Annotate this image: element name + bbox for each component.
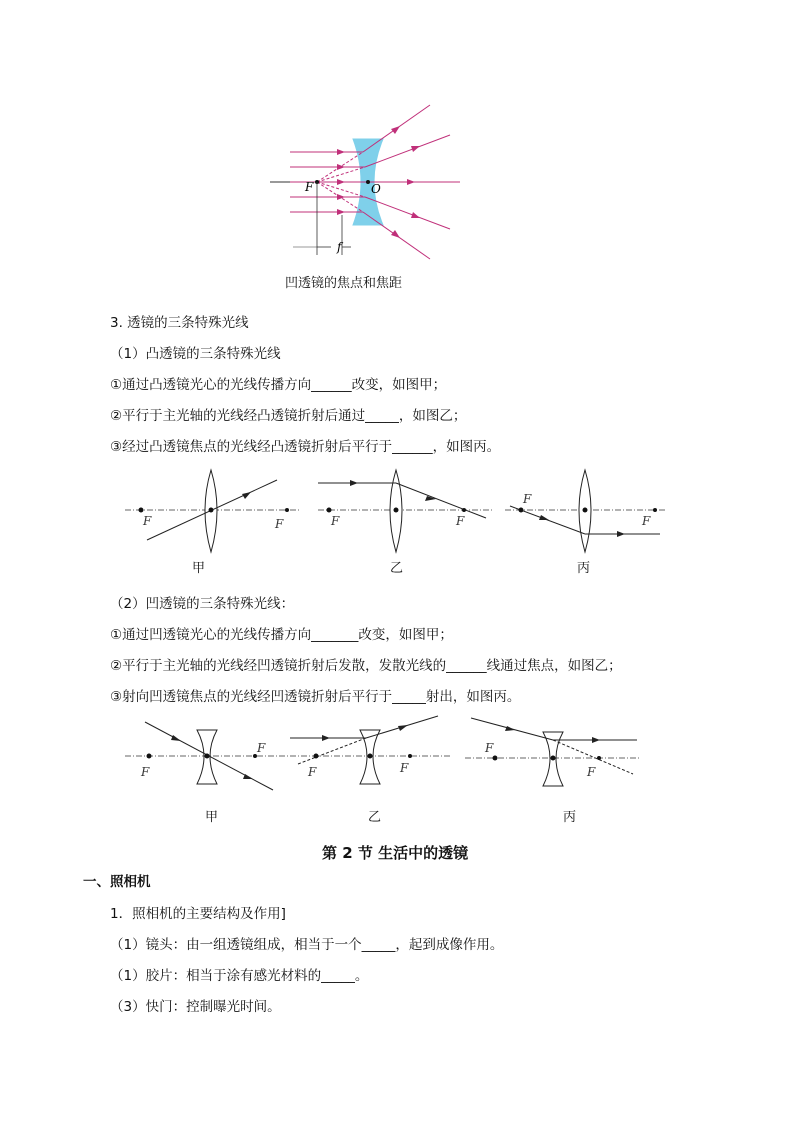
concave-title: （2）凹透镜的三条特殊光线： — [110, 596, 295, 612]
convex-label-c: 丙 — [577, 561, 591, 576]
svg-text:F: F — [485, 741, 494, 755]
camera-item1: 1．照相机的主要结构及作用] — [110, 906, 286, 922]
concave-line2: ②平行于主光轴的光线经凹透镜折射后发散，发散光线的______线通过焦点，如图乙； — [110, 658, 622, 674]
svg-text:F: F — [523, 492, 532, 506]
svg-text:F: F — [331, 514, 340, 528]
optical-center — [209, 508, 214, 513]
focus-left — [139, 508, 144, 513]
convex-line2: ②平行于主光轴的光线经凸透镜折射后通过_____，如图乙； — [110, 408, 467, 424]
incident-arrows — [337, 149, 345, 215]
convex-label-b: 乙 — [390, 561, 404, 576]
concave-figure-c — [465, 712, 640, 802]
camera-heading: 一、照相机 — [83, 874, 151, 890]
concave-figure-b — [290, 712, 450, 802]
svg-text:F: F — [456, 514, 465, 528]
convex-figure-c — [505, 468, 665, 558]
camera-lens: （1）镜头：由一组透镜组成，相当于一个_____，起到成像作用。 — [110, 937, 504, 953]
concave-figure-a — [125, 712, 290, 802]
concave-focus-figure — [265, 95, 465, 265]
svg-text:F: F — [257, 741, 266, 755]
convex-figure-a — [125, 468, 300, 558]
concave-focus-diagram — [265, 95, 465, 265]
focus-right — [285, 508, 289, 512]
svg-text:F: F — [400, 761, 409, 775]
convex-line1: ①通过凸透镜光心的光线传播方向______改变，如图甲； — [110, 377, 447, 393]
label-O: O — [371, 182, 381, 196]
label-F: F — [305, 180, 314, 194]
figure-caption: 凹透镜的焦点和焦距 — [285, 276, 403, 291]
convex-line3: ③经过凸透镜焦点的光线经凸透镜折射后平行于______，如图丙。 — [110, 439, 501, 455]
svg-text:F: F — [642, 514, 651, 528]
concave-label-c: 丙 — [563, 810, 577, 825]
label-f: f — [337, 240, 342, 254]
section-title: 第 2 节 生活中的透镜 — [322, 844, 469, 862]
concave-line3: ③射向凹透镜焦点的光线经凹透镜折射后平行于_____射出，如图丙。 — [110, 689, 521, 705]
optical-center — [366, 180, 370, 184]
item3-title: 3. 透镜的三条特殊光线 — [110, 315, 249, 331]
svg-text:F: F — [308, 765, 317, 779]
concave-line1: ①通过凹透镜光心的光线传播方向_______改变，如图甲； — [110, 627, 453, 643]
concave-label-b: 乙 — [368, 810, 382, 825]
concave-label-a: 甲 — [205, 810, 219, 825]
svg-text:F: F — [275, 517, 284, 531]
convex-figure-b — [318, 468, 493, 558]
svg-text:F: F — [141, 765, 150, 779]
camera-shutter: （3）快门：控制曝光时间。 — [110, 999, 281, 1015]
camera-film: （1）胶片：相当于涂有感光材料的_____。 — [110, 968, 369, 984]
convex-title: （1）凸透镜的三条特殊光线 — [110, 346, 281, 362]
svg-text:F: F — [587, 765, 596, 779]
convex-label-a: 甲 — [192, 561, 206, 576]
svg-text:F: F — [143, 514, 152, 528]
